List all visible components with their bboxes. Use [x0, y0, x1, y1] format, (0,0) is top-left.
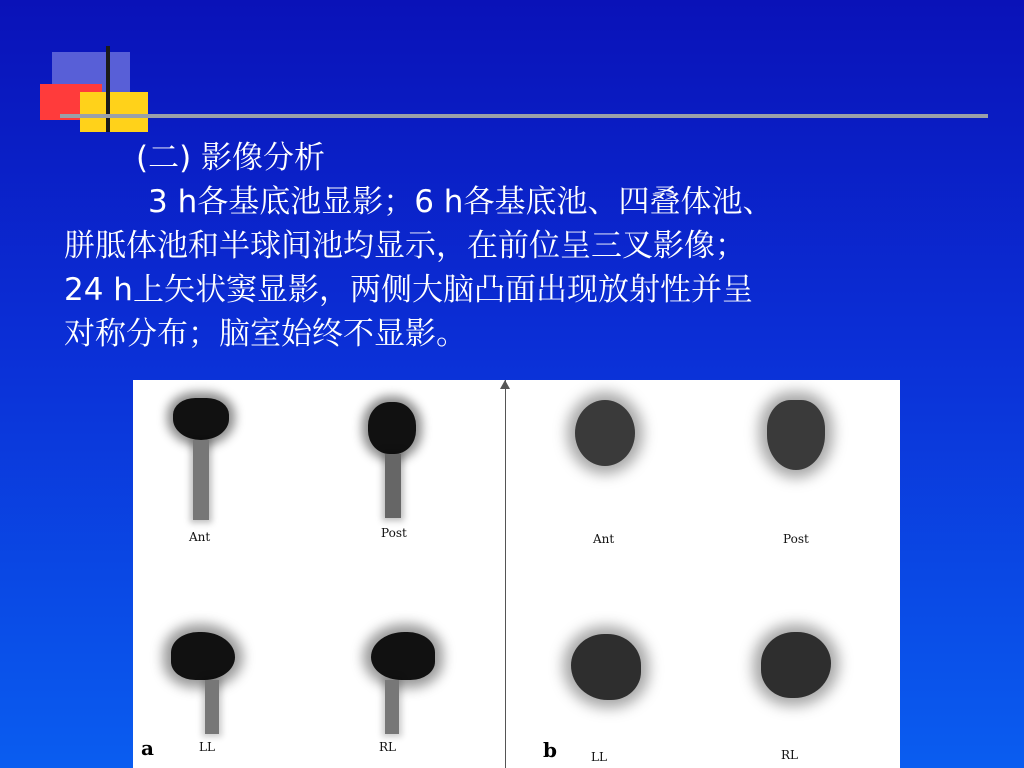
slide-body-text — [64, 136, 964, 356]
scan-a-ant — [173, 398, 229, 440]
scan-b-ll — [571, 634, 641, 700]
scan-a-rl-stem — [385, 680, 399, 734]
label-a-ant: Ant — [189, 530, 211, 544]
body-line-4: 对称分布；脑室始终不显影。 — [64, 316, 467, 352]
scan-a-ant-stem — [193, 440, 209, 520]
label-b-ll: LL — [591, 750, 607, 764]
label-a-post: Post — [381, 526, 407, 540]
scan-b-ant — [575, 400, 635, 466]
scan-a-rl — [371, 632, 435, 680]
scan-b-post — [767, 400, 825, 470]
scan-b-rl — [761, 632, 831, 698]
label-a-ll: LL — [199, 740, 215, 754]
decor-yellow-square — [80, 92, 148, 132]
scan-a-post-stem — [385, 454, 401, 518]
scan-a-ll — [171, 632, 235, 680]
panel-label-b: b — [543, 738, 557, 762]
decor-vertical-line — [106, 46, 110, 132]
panel-label-a: a — [141, 736, 154, 760]
label-b-post: Post — [783, 532, 809, 546]
label-a-rl: RL — [379, 740, 397, 754]
body-line-1: 3 h各基底池显影；6 h各基底池、四叠体池、 — [148, 184, 774, 220]
figure-divider — [505, 380, 506, 768]
cisternography-figure — [133, 380, 900, 768]
body-line-2: 胼胝体池和半球间池均显示，在前位呈三叉影像； — [64, 228, 746, 264]
label-b-ant: Ant — [593, 532, 615, 546]
body-line-3: 24 h上矢状窦显影，两侧大脑凸面出现放射性并呈 — [64, 272, 753, 308]
scan-a-post — [368, 402, 416, 454]
scan-a-ll-stem — [205, 680, 219, 734]
section-heading: (二) 影像分析 — [136, 140, 326, 176]
label-b-rl: RL — [781, 748, 799, 762]
title-divider-line — [60, 114, 988, 118]
figure-arrow-icon — [500, 380, 510, 389]
